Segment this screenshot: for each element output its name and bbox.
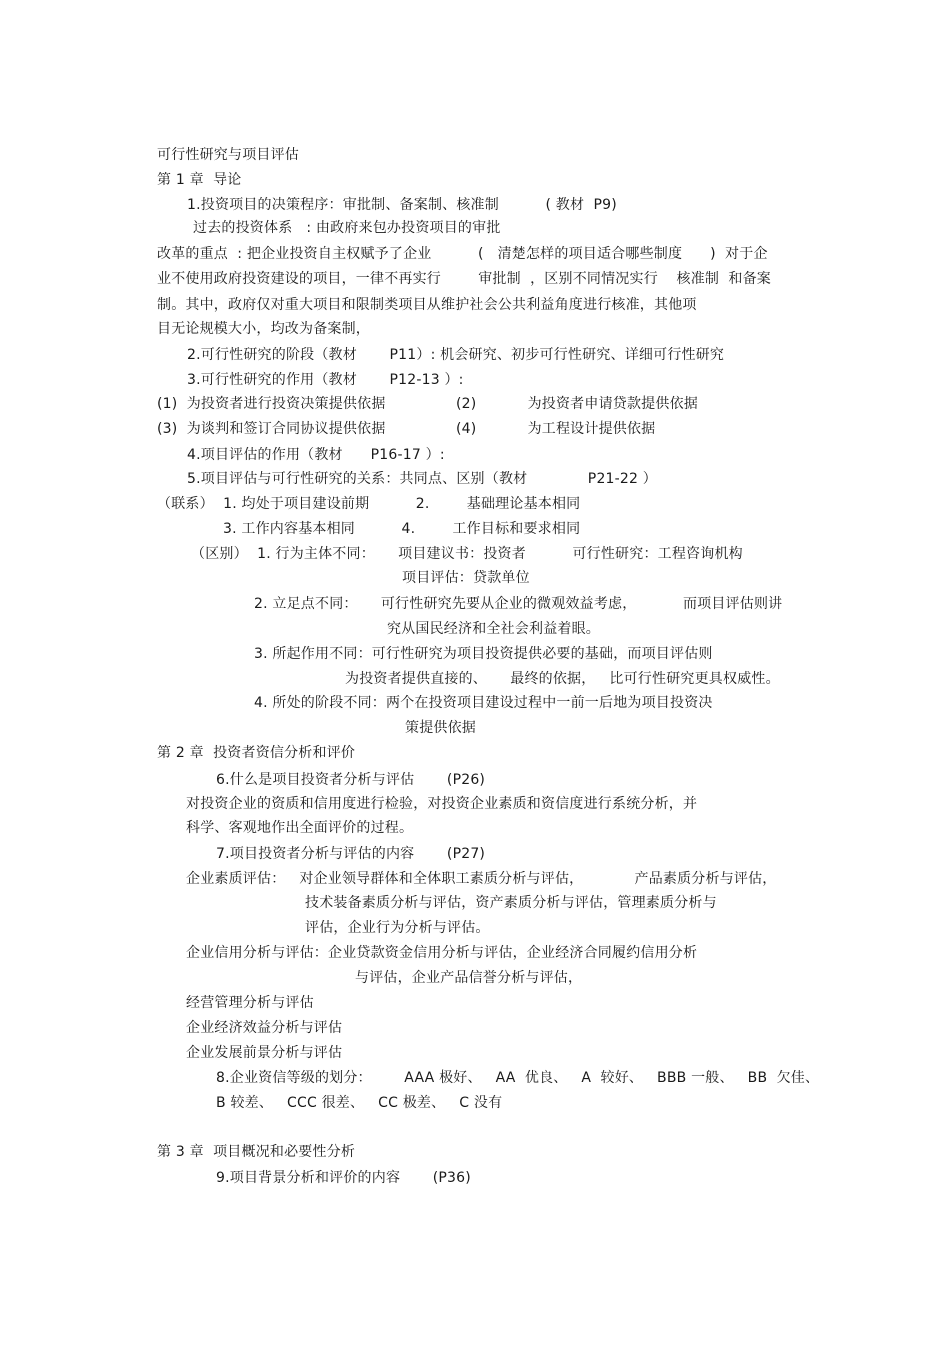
text-line: 项目评估：贷款单位 (402, 570, 530, 586)
text-line: 技术装备素质分析与评估，资产素质分析与评估，管理素质分析与 (305, 895, 717, 911)
text-line: 4. 所处的阶段不同：两个在投资项目建设过程中一前一后地为项目投资决 (254, 695, 713, 711)
text-line: (2) 为投资者申请贷款提供依据 (456, 396, 698, 412)
chapter-2-heading: 第 2 章 投资者资信分析和评价 (157, 745, 356, 761)
text-line: 6.什么是项目投资者分析与评估 (P26) (216, 772, 486, 788)
text-line: 制。其中，政府仅对重大项目和限制类项目从维护社会公共利益角度进行核准，其他项 (157, 297, 697, 313)
text-line: (1) 为投资者进行投资决策提供依据 (157, 396, 386, 412)
text-line: 3. 工作内容基本相同 4. 工作目标和要求相同 (223, 521, 581, 537)
text-line: 究从国民经济和全社会利益着眼。 (387, 621, 600, 637)
text-line: 对投资企业的资质和信用度进行检验，对投资企业素质和资信度进行系统分析，并 (186, 796, 698, 812)
text-line: 企业信用分析与评估：企业贷款资金信用分析与评估，企业经济合同履约信用分析 (186, 945, 698, 961)
text-line: 9.项目背景分析和评价的内容 (P36) (216, 1170, 471, 1186)
text-line: 3. 所起作用不同：可行性研究为项目投资提供必要的基础，而项目评估则 (254, 646, 713, 662)
text-line: 科学、客观地作出全面评价的过程。 (186, 820, 414, 836)
text-line: 企业发展前景分析与评估 (186, 1045, 343, 1061)
text-line: 策提供依据 (405, 720, 476, 736)
text-line: 企业经济效益分析与评估 (186, 1020, 343, 1036)
text-line: 目无论规模大小，均改为备案制， (157, 321, 370, 337)
text-line: 2.可行性研究的阶段（教材 P11）: 机会研究、初步可行性研究、详细可行性研究 (187, 347, 725, 363)
text-line: 7.项目投资者分析与评估的内容 (P27) (216, 846, 486, 862)
text-line: 2. 立足点不同： 可行性研究先要从企业的微观效益考虑， 而项目评估则讲 (254, 596, 783, 612)
text-line: (4) 为工程设计提供依据 (456, 421, 656, 437)
text-line: 4.项目评估的作用（教材 P16-17 ）: (187, 447, 445, 463)
text-line: 改革的重点 : 把企业投资自主权赋予了企业 ( 清楚怎样的项目适合哪些制度 ) 对于企 (157, 246, 768, 262)
chapter-1-heading: 第 1 章 导论 (157, 172, 242, 188)
text-line: B 较差、 CCC 很差、 CC 极差、 C 没有 (216, 1095, 503, 1111)
text-line: 8.企业资信等级的划分： AAA 极好、 AA 优良、 A 较好、 BBB 一般、 BB 欠佳、 (216, 1070, 820, 1086)
text-line: 3.可行性研究的作用（教材 P12-13 ）: (187, 372, 464, 388)
text-line: 5.项目评估与可行性研究的关系：共同点、区别（教材 P21-22 ） (187, 471, 657, 487)
text-line: 为投资者提供直接的、 最终的依据， 比可行性研究更具权威性。 (345, 671, 780, 687)
text-line: 经营管理分析与评估 (186, 995, 314, 1011)
document-title: 可行性研究与项目评估 (157, 147, 299, 163)
text-line: 与评估，企业产品信誉分析与评估， (355, 970, 583, 986)
text-line: （联系） 1. 均处于项目建设前期 2. 基础理论基本相同 (157, 496, 581, 512)
text-line: （区别） 1. 行为主体不同： 项目建议书：投资者 可行性研究：工程咨询机构 (191, 546, 743, 562)
text-line: 企业素质评估： 对企业领导群体和全体职工素质分析与评估， 产品素质分析与评估， (186, 871, 777, 887)
text-line: 1.投资项目的决策程序：审批制、备案制、核准制 ( 教材 P9) (187, 197, 617, 213)
text-line: (3) 为谈判和签订合同协议提供依据 (157, 421, 386, 437)
text-line: 业不使用政府投资建设的项目，一律不再实行 审批制 ，区别不同情况实行 核准制 和备案 (157, 271, 772, 287)
text-line: 评估，企业行为分析与评估。 (305, 920, 490, 936)
text-line: 过去的投资体系 : 由政府来包办投资项目的审批 (193, 220, 501, 236)
chapter-3-heading: 第 3 章 项目概况和必要性分析 (157, 1144, 356, 1160)
